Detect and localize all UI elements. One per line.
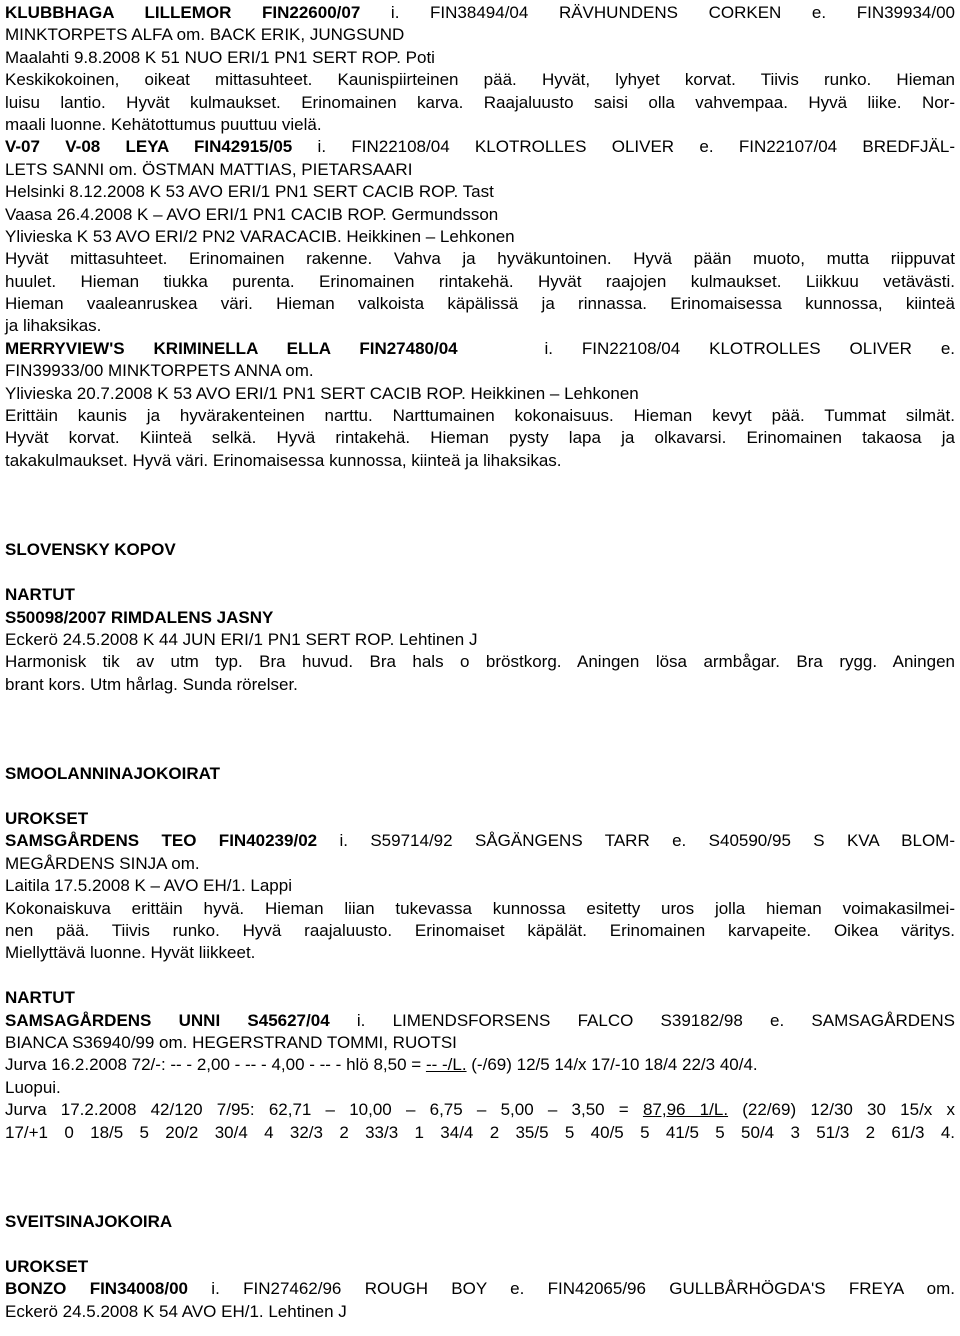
- bold-text: MERRYVIEW'S KRIMINELLA ELLA FIN27480/04: [5, 338, 458, 358]
- text-run: Keskikokoinen, oikeat mittasuhteet. Kaunispiirteinen pää. Hyvät, lyhyet korvat. Tiivis runko. Hieman: [5, 70, 955, 90]
- document-page: [5, 2, 955, 1323]
- text-line: [5, 92, 955, 114]
- document-section: [5, 472, 955, 696]
- text-run: Vaasa 26.4.2008 K – AVO ERI/1 PN1 CACIB ROP. Germundsson: [5, 204, 499, 224]
- text-run: i. FIN27462/96 ROUGH BOY e. FIN42065/96 GULLBÅRHÖGDA'S FREYA om.: [187, 1279, 955, 1299]
- text-line: [5, 875, 955, 897]
- text-line: [5, 114, 955, 136]
- text-line: [5, 315, 955, 337]
- text-line: [5, 69, 955, 91]
- underlined-result: -- -/L.: [425, 1055, 467, 1075]
- text-run: Eckerö 24.5.2008 K 54 AVO EH/1. Lehtinen J: [5, 1301, 347, 1321]
- text-line: [5, 1122, 955, 1144]
- text-line: [5, 1032, 955, 1054]
- text-line: [5, 674, 955, 696]
- text-run: i. FIN22108/04 KLOTROLLES OLIVER e.: [457, 338, 956, 358]
- text-line: [5, 763, 955, 785]
- document-section: [5, 1144, 955, 1323]
- blank-line: [5, 965, 955, 987]
- text-run: Ylivieska K 53 AVO ERI/2 PN2 VARACACIB. Heikkinen – Lehkonen: [5, 226, 515, 246]
- bold-text: NARTUT: [5, 585, 75, 605]
- text-run: Hyvät mittasuhteet. Erinomainen rakenne. Vahva ja hyväkuntoinen. Hyvä pään muoto, mutta riippuvat: [5, 249, 955, 269]
- text-line: [5, 293, 955, 315]
- text-line: [5, 1278, 955, 1300]
- bold-text: SMOOLANNINAJOKOIRAT: [5, 764, 221, 784]
- text-line: [5, 539, 955, 561]
- bold-text: SLOVENSKY KOPOV: [5, 540, 176, 560]
- blank-line: [5, 517, 955, 539]
- text-run: luisu lantio. Hyvät kulmaukset. Erinomainen karva. Raajaluusto saisi olla vahvempaa. Hyvä liike. Nor-: [5, 92, 955, 112]
- text-run: MINKTORPETS ALFA om. BACK ERIK, JUNGSUND: [5, 25, 405, 45]
- text-line: [5, 584, 955, 606]
- text-run: Eckerö 24.5.2008 K 44 JUN ERI/1 PN1 SERT ROP. Lehtinen J: [5, 629, 478, 649]
- text-line: [5, 808, 955, 830]
- text-line: [5, 898, 955, 920]
- text-run: brant kors. Utm hårlag. Sunda rörelser.: [5, 674, 298, 694]
- text-run: 17/+1 0 18/5 5 20/2 30/4 4 32/3 2 33/3 1 34/4 2 35/5 5 40/5 5 41/5 5 50/4 3 51/3 2 61/3 4.: [5, 1122, 955, 1142]
- text-line: [5, 942, 955, 964]
- text-run: i. FIN22108/04 KLOTROLLES OLIVER e. FIN22107/04 BREDFJÄL-: [292, 137, 955, 157]
- blank-line: [5, 696, 955, 718]
- text-run: maali luonne. Kehätottumus puuttuu vielä.: [5, 114, 322, 134]
- bold-text: SAMSGÅRDENS TEO FIN40239/02: [5, 831, 318, 851]
- text-line: [5, 1211, 955, 1233]
- blank-line: [5, 1144, 955, 1166]
- text-line: [5, 1301, 955, 1323]
- text-run: Hyvät korvat. Kiinteä selkä. Hyvä rintakehä. Hieman pysty lapa ja olkavarsi. Erinomainen takaosa ja: [5, 428, 955, 448]
- bold-text: UROKSET: [5, 809, 89, 829]
- text-line: [5, 1099, 955, 1121]
- text-line: [5, 651, 955, 673]
- bold-text: SAMSAGÅRDENS UNNI S45627/04: [5, 1010, 330, 1030]
- underlined-result: 87,96 1/L.: [642, 1100, 729, 1120]
- text-run: i. FIN38494/04 RÄVHUNDENS CORKEN e. FIN39934/00: [360, 3, 955, 22]
- blank-line: [5, 1189, 955, 1211]
- text-run: Maalahti 9.8.2008 K 51 NUO ERI/1 PN1 SERT ROP. Poti: [5, 47, 435, 67]
- bold-text: KLUBBHAGA LILLEMOR FIN22600/07: [5, 3, 361, 22]
- blank-line: [5, 1166, 955, 1188]
- bold-text: NARTUT: [5, 988, 75, 1008]
- text-run: huulet. Hieman tiukka purenta. Erinomainen rintakehä. Hyvät raajojen kulmaukset. Liikkuu vetävästi.: [5, 271, 955, 291]
- blank-line: [5, 1233, 955, 1255]
- text-run: Ylivieska 20.7.2008 K 53 AVO ERI/1 PN1 SERT CACIB ROP. Heikkinen – Lehkonen: [5, 383, 639, 403]
- text-run: nen pää. Tiivis runko. Hyvä raajaluusto. Erinomaiset käpälät. Erinomainen karvapeite. Oikea väritys.: [5, 921, 955, 941]
- text-line: [5, 987, 955, 1009]
- text-run: Erittäin kaunis ja hyvärakenteinen narttu. Narttumainen kokonaisuus. Hieman kevyt pää. Tummat silmät.: [5, 406, 955, 426]
- blank-line: [5, 741, 955, 763]
- text-line: [5, 248, 955, 270]
- text-line: [5, 607, 955, 629]
- document-section: [5, 2, 955, 472]
- blank-line: [5, 562, 955, 584]
- text-line: [5, 181, 955, 203]
- bold-text: V-07 V-08 LEYA FIN42915/05: [5, 137, 293, 157]
- text-run: Luopui.: [5, 1077, 61, 1097]
- text-line: [5, 383, 955, 405]
- text-line: [5, 360, 955, 382]
- text-line: [5, 853, 955, 875]
- text-run: (-/69) 12/5 14/x 17/-10 18/4 22/3 40/4.: [466, 1055, 758, 1075]
- bold-text: UROKSET: [5, 1256, 89, 1276]
- text-run: Miellyttävä luonne. Hyvät liikkeet.: [5, 943, 256, 963]
- text-run: FIN39933/00 MINKTORPETS ANNA om.: [5, 361, 314, 381]
- text-run: i. LIMENDSFORSENS FALCO S39182/98 e. SAMSAGÅRDENS: [329, 1010, 955, 1030]
- text-line: [5, 47, 955, 69]
- text-line: [5, 226, 955, 248]
- text-run: (22/69) 12/30 30 15/x x: [728, 1100, 956, 1120]
- text-run: LETS SANNI om. ÖSTMAN MATTIAS, PIETARSAARI: [5, 159, 413, 179]
- text-line: [5, 830, 955, 852]
- text-run: Jurva 16.2.2008 72/-: -- - 2,00 - -- - 4,00 - -- - hlö 8,50 =: [5, 1055, 426, 1075]
- text-line: [5, 1256, 955, 1278]
- blank-line: [5, 495, 955, 517]
- document-body: [5, 2, 955, 1323]
- text-line: [5, 24, 955, 46]
- text-line: [5, 204, 955, 226]
- text-line: [5, 405, 955, 427]
- text-run: ja lihaksikas.: [5, 316, 102, 336]
- blank-line: [5, 472, 955, 494]
- bold-text: SVEITSINAJOKOIRA: [5, 1212, 173, 1232]
- text-line: [5, 450, 955, 472]
- text-line: [5, 1054, 955, 1076]
- text-run: Laitila 17.5.2008 K – AVO EH/1. Lappi: [5, 876, 292, 896]
- text-run: takakulmaukset. Hyvä väri. Erinomaisessa kunnossa, kiinteä ja lihaksikas.: [5, 450, 562, 470]
- document-section: [5, 696, 955, 1144]
- text-run: BIANCA S36940/99 om. HEGERSTRAND TOMMI, RUOTSI: [5, 1032, 457, 1052]
- text-run: MEGÅRDENS SINJA om.: [5, 853, 200, 873]
- text-line: [5, 427, 955, 449]
- text-run: Helsinki 8.12.2008 K 53 AVO ERI/1 PN1 SERT CACIB ROP. Tast: [5, 182, 494, 202]
- blank-line: [5, 719, 955, 741]
- text-run: Jurva 17.2.2008 42/120 7/95: 62,71 – 10,00 – 6,75 – 5,00 – 3,50 =: [5, 1100, 643, 1120]
- text-run: Harmonisk tik av utm typ. Bra huvud. Bra hals o bröstkorg. Aningen lösa armbågar. Bra rygg. Aningen: [5, 652, 955, 672]
- text-line: [5, 2, 955, 24]
- blank-line: [5, 786, 955, 808]
- text-run: Hieman vaaleanruskea väri. Hieman valkoista käpälissä ja rinnassa. Erinomaisessa kunnossa, kiinteä: [5, 294, 955, 314]
- text-line: [5, 271, 955, 293]
- bold-text: BONZO FIN34008/00: [5, 1279, 188, 1299]
- text-line: [5, 159, 955, 181]
- text-line: [5, 136, 955, 158]
- text-line: [5, 920, 955, 942]
- text-line: [5, 338, 955, 360]
- bold-text: S50098/2007 RIMDALENS JASNY: [5, 607, 274, 627]
- text-line: [5, 1077, 955, 1099]
- text-run: i. S59714/92 SÅGÄNGENS TARR e. S40590/95 S KVA BLOM-: [317, 831, 955, 851]
- text-line: [5, 629, 955, 651]
- text-run: Kokonaiskuva erittäin hyvä. Hieman liian tukevassa kunnossa esitetty uros jolla hieman voimakasilmei-: [5, 898, 955, 918]
- text-line: [5, 1010, 955, 1032]
